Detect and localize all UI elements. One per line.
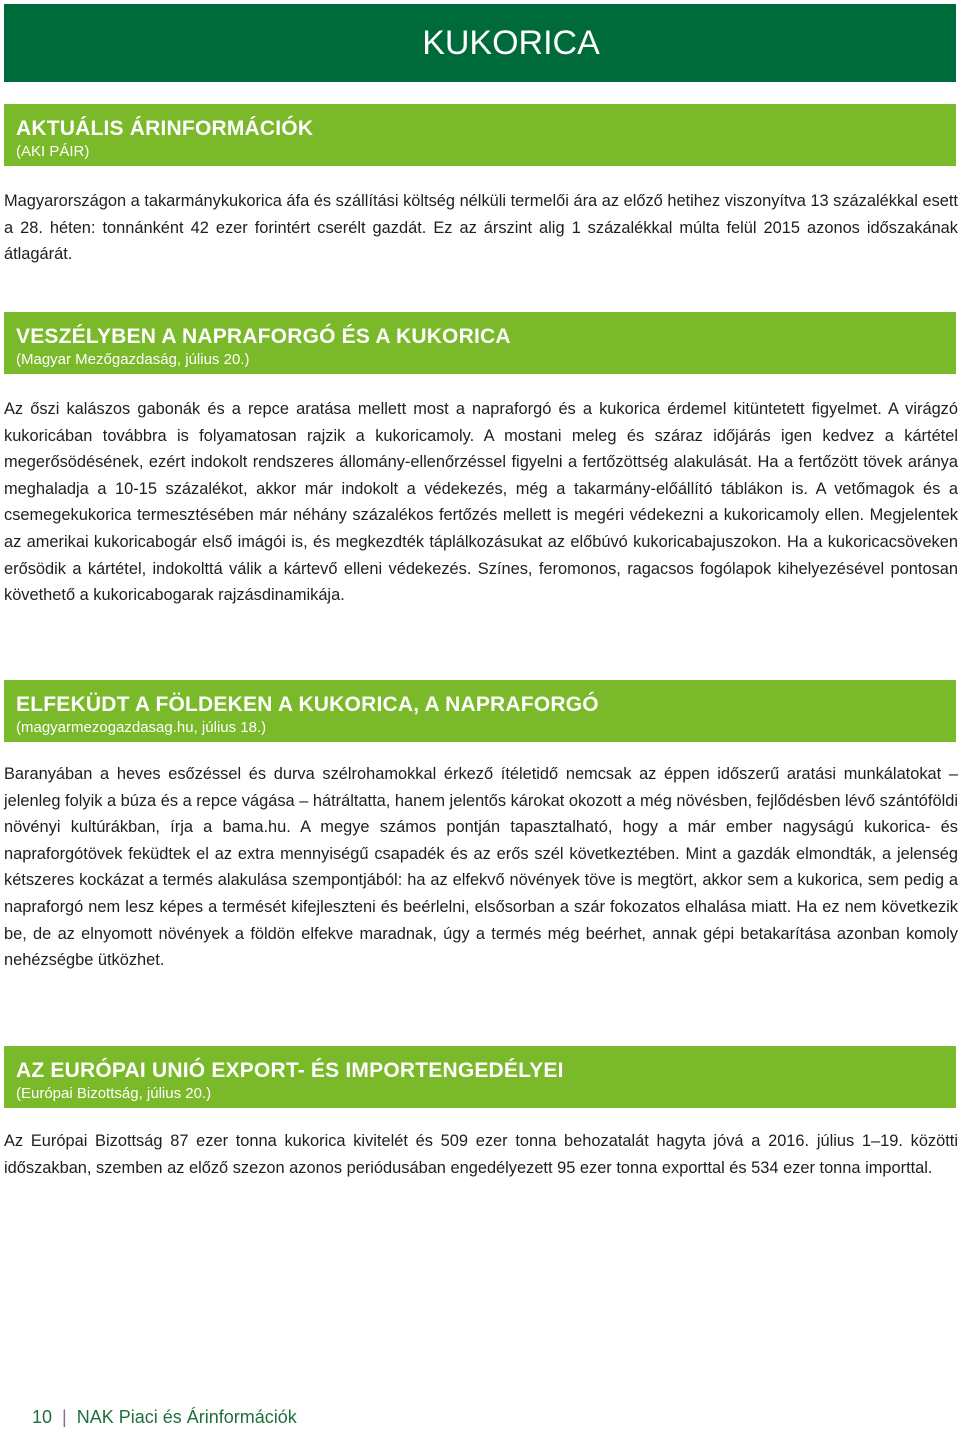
section-source: (Európai Bizottság, július 20.): [16, 1085, 212, 1102]
page-title-bar: [4, 4, 956, 82]
publication-name: NAK Piaci és Árinformációk: [76, 1407, 297, 1427]
page-title: KUKORICA: [422, 24, 600, 62]
section-body: Baranyában a heves esőzéssel és durva szélrohamokkal érkező ítéletidő nemcsak az éppen időszerű aratási munkálatokat – jelenleg folyik a búza és a repce vágása – hátráltatta, hanem jelentős károkat okozott a még növésben, fejlődésben lévő szántóföldi növényi kultúrákban, írja a bama.hu. A megye számos pontján tapasztalható, hogy a már ember nagyságú kukorica- és napraforgótövek feküdtek el az extra mennyiségű csapadék és az erős szél következtében. Mint a gazdák elmondták, a jelenség kétszeres kockázat a termés alakulása szempontjából: ha az elfekvő növények töve is megtört, akkor sem a kukorica, sem pedig a napraforgó nem lesz képes a termését kifejleszteni és beérlelni, elsősorban a szár fokozatos elhalása miatt. Ha ez nem következik be, de az elnyomott növények a földön elfekve maradnak, úgy a termés még beérhet, annak gépi betakarítása azonban komoly nehézségbe ütközhet.: [4, 765, 958, 970]
section-source: (Magyar Mezőgazdaság, július 20.): [16, 351, 250, 368]
section-body: Magyarországon a takarmánykukorica áfa és szállítási költség nélküli termelői ára az előző hetihez viszonyítva 13 százalékkal esett a 28. héten: tonnánként 42 ezer forintért cserélt gazdát. Ez az árszint alig 1 százalékkal múlta felül 2015 azonos időszakának átlagárát.: [4, 192, 958, 264]
page-footer: [32, 1404, 297, 1430]
section-body: Az Európai Bizottság 87 ezer tonna kukorica kivitelét és 509 ezer tonna behozatalát hagyta jóvá a 2016. július 1–19. közötti időszakban, szemben az előző szezon azonos periódusában engedélyezett 95 ezer tonna exporttal és 534 ezer tonna importtal.: [4, 1132, 958, 1177]
section-heading: AKTUÁLIS ÁRINFORMÁCIÓK: [16, 117, 314, 140]
section-header-price-info: [4, 104, 956, 166]
page-number: 10: [32, 1407, 53, 1427]
section-header-eu-licences: [4, 1046, 956, 1108]
footer-separator: |: [62, 1407, 67, 1427]
section-heading: ELFEKÜDT A FÖLDEKEN A KUKORICA, A NAPRAFORGÓ: [16, 693, 599, 716]
section-header-danger: [4, 312, 956, 374]
section-source: (AKI PÁIR): [16, 143, 90, 160]
section-heading: AZ EURÓPAI UNIÓ EXPORT- ÉS IMPORTENGEDÉLYEI: [16, 1059, 564, 1082]
section-heading: VESZÉLYBEN A NAPRAFORGÓ ÉS A KUKORICA: [16, 325, 511, 348]
section-header-lodged-crops: [4, 680, 956, 742]
section-source: (magyarmezogazdasag.hu, július 18.): [16, 719, 267, 736]
section-body: Az őszi kalászos gabonák és a repce aratása mellett most a napraforgó és a kukorica érdemel kitüntetett figyelmet. A virágzó kukoricában továbbra is folyamatosan rajzik a kukoricamoly. A mostani meleg és száraz időjárás igen kedvez a kártétel megerősödésének, ezért indokolt rendszeres állomány-ellenőrzéssel figyelni a fertőzöttség alakulását. Ha a fertőzött tövek aránya meghaladja a 10-15 százalékot, akkor már indokolt a védekezés, még a takarmány-előállító táblákon is. A vetőmagok és a csemegekukorica termesztésében már néhány százalékos fertőzés mellett is megéri védekezni a kukoricamoly ellen. Megjelentek az amerikai kukoricabogár első imágói is, és megkezdték táplálkozásukat az előbúvó kukoricabajuszokon. Ha a kukoricacsöveken erősödik a kártétel, indokolttá válik a kártevő elleni védekezés. Színes, feromonos, ragacsos fogólapok kihelyezésével pontosan követhető a kukoricabogarak rajzásdinamikája.: [4, 400, 958, 605]
